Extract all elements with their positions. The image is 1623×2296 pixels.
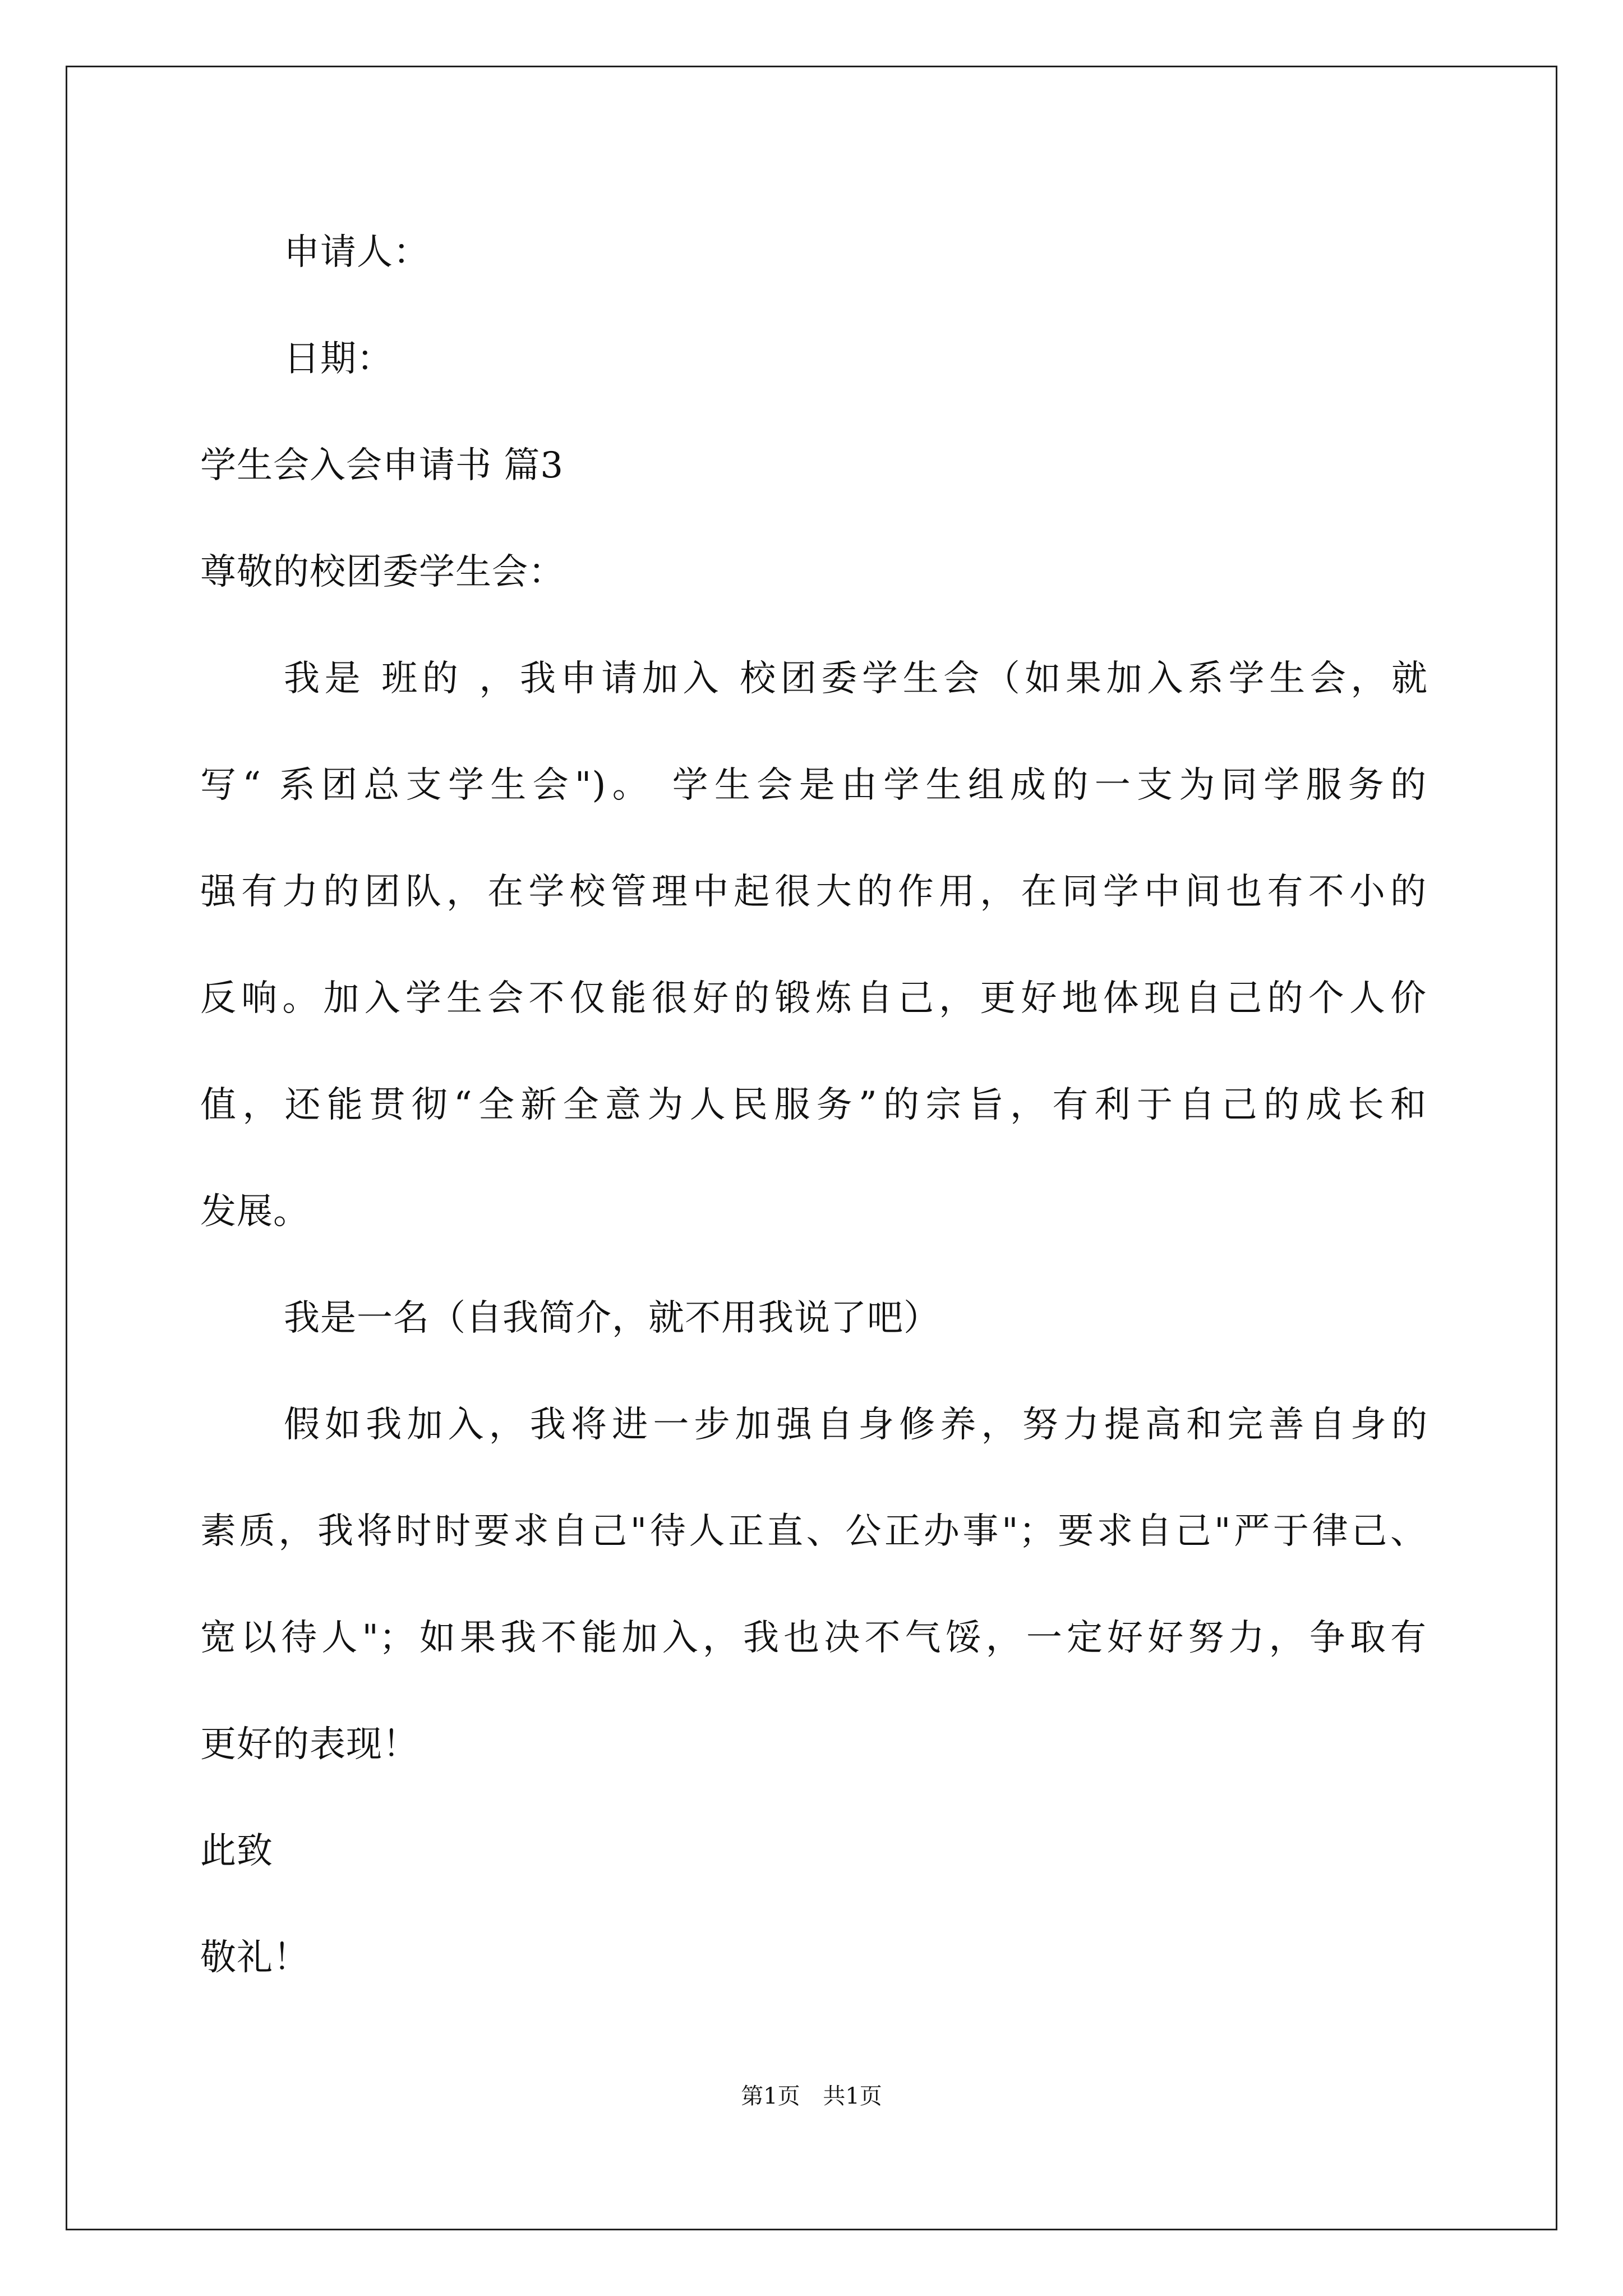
page-number: 第1页 — [741, 2083, 800, 2109]
applicant-label: 申请人： — [284, 232, 430, 273]
page-border — [66, 66, 1557, 2230]
paragraph-1-line: 发展。 — [200, 1191, 310, 1232]
closing-regards: 敬礼！ — [200, 1937, 310, 1978]
paragraph-3-line: 更好的表现！ — [200, 1724, 419, 1765]
paragraph-3-line: 假如我加入，我将进一步加强自身修养，努力提高和完善自身的 — [284, 1404, 1428, 1446]
paragraph-3-line: 素质，我将时时要求自己"待人正直、公正办事"；要求自己"严于律己、 — [200, 1511, 1427, 1552]
page-total: 共1页 — [823, 2083, 882, 2109]
paragraph-1-line: 强有力的团队，在学校管理中起很大的作用，在同学中间也有不小的 — [200, 871, 1427, 913]
section-title: 学生会入会申请书 篇3 — [200, 445, 564, 486]
page-footer — [0, 2082, 1623, 2110]
paragraph-1-line: 值，还能贯彻“全新全意为人民服务”的宗旨，有利于自己的成长和 — [200, 1084, 1427, 1126]
paragraph-3-line: 宽以待人"；如果我不能加入，我也决不气馁，一定好好努力，争取有 — [200, 1617, 1427, 1659]
paragraph-1-line: 反响。加入学生会不仅能很好的锻炼自己，更好地体现自己的个人价 — [200, 978, 1427, 1019]
paragraph-1-line: 写“ 系团总支学生会")。 学生会是由学生组成的一支为同学服务的 — [200, 765, 1427, 806]
date-label: 日期： — [284, 338, 393, 380]
salutation: 尊敬的校团委学生会： — [200, 551, 565, 593]
paragraph-2-line: 我是一名（自我简介，就不用我说了吧） — [284, 1297, 940, 1339]
paragraph-1-line: 我是 班的 ，我申请加入 校团委学生会（如果加入系学生会，就 — [284, 658, 1428, 700]
closing-line: 此致 — [200, 1830, 273, 1872]
